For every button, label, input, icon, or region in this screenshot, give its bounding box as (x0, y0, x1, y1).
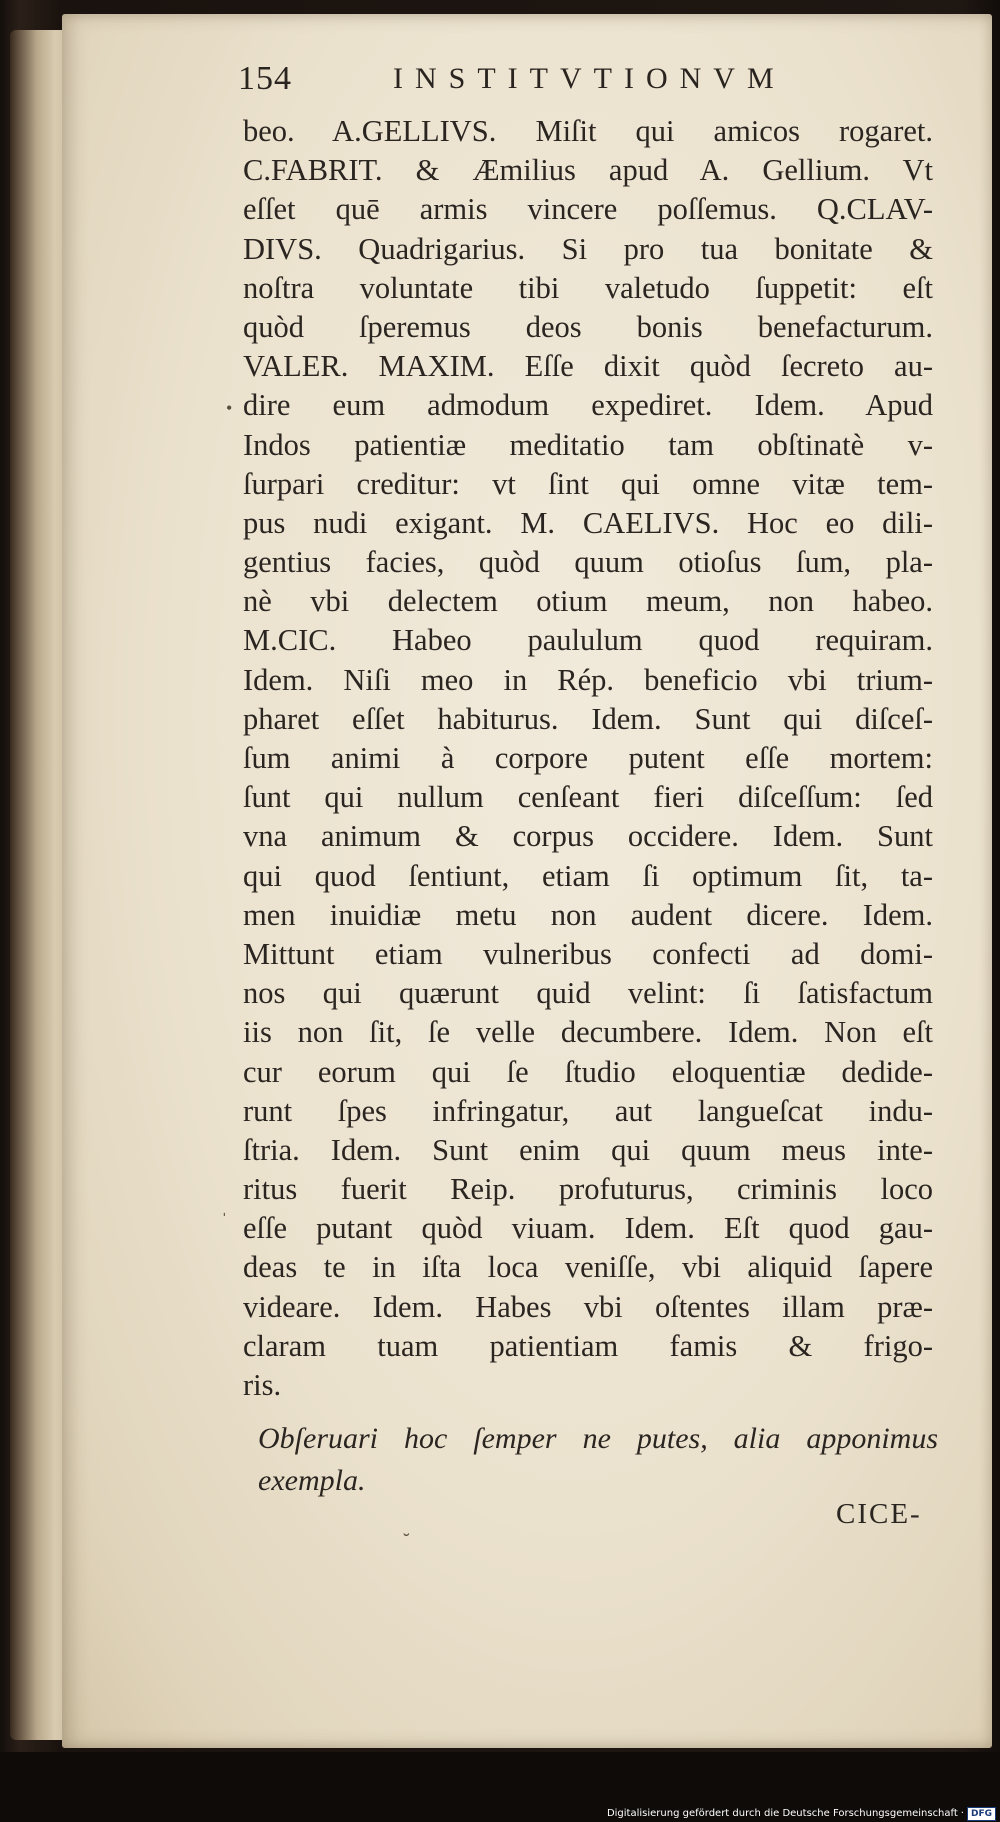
text-line: C.FABRIT. & Æmilius apud A. Gellium. Vt (243, 153, 933, 188)
digitization-credit (607, 1806, 996, 1822)
credit-text: Digitalisierung gefördert durch die Deutsche Forschungsgemeinschaft (606, 1808, 958, 1819)
text-line: claram tuam patientiam famis & frigo- (243, 1328, 933, 1363)
text-line: pharet eſſet habiturus. Idem. Sunt qui diſceſ- (243, 701, 933, 736)
text-line: dire eum admodum expediret. Idem. Apud (243, 388, 933, 423)
credit-separator: · (960, 1808, 964, 1819)
margin-dot: • (226, 398, 233, 418)
text-line: M.CIC. Habeo paululum quod requiram. (243, 623, 933, 658)
text-line: ſum animi à corpore putent eſſe mortem: (243, 741, 933, 775)
page-speck: ˘ (403, 1530, 410, 1552)
text-line: eſſe putant quòd viuam. Idem. Eſt quod gau- (243, 1211, 933, 1246)
text-line: Indos patientiæ meditatio tam obſtinatè v- (243, 427, 933, 462)
text-line: men inuidiæ metu non audent dicere. Idem. (243, 897, 933, 932)
text-line: ris. (243, 1368, 282, 1402)
text-line: vna animum & corpus occidere. Idem. Sunt (243, 819, 933, 854)
text-line: deas te in iſta loca veniſſe, vbi aliquid ſapere (243, 1250, 933, 1285)
running-head: INSTITVTIONVM (393, 62, 786, 95)
scan-bottom-band (0, 1752, 1000, 1806)
italic-line: Obſeruari hoc ſemper ne putes, alia apponimus (258, 1422, 938, 1455)
text-line: runt ſpes infringatur, aut langueſcat indu- (243, 1093, 933, 1128)
italic-note (258, 1418, 938, 1502)
text-line: nos qui quærunt quid velint: ſi ſatisfactum (243, 976, 933, 1011)
body-text (243, 112, 933, 1405)
text-line: pus nudi exigant. M. CAELIVS. Hoc eo dili- (243, 505, 933, 540)
text-line: nè vbi delectem otium meum, non habeo. (243, 584, 933, 619)
text-line: beo. A.GELLIVS. Miſit qui amicos rogaret. (243, 114, 933, 148)
book-edge (10, 30, 70, 1740)
text-line: eſſet quē armis vincere poſſemus. Q.CLAV- (243, 192, 933, 227)
page-number: 154 (238, 60, 292, 97)
italic-line: exempla. (258, 1464, 366, 1497)
text-line: ſurpari creditur: vt ſint qui omne vitæ tem- (243, 466, 933, 501)
catchword: CICE- (836, 1498, 922, 1530)
text-line: DIVS. Quadrigarius. Si pro tua bonitate & (243, 231, 933, 266)
text-line: Mittunt etiam vulneribus confecti ad domi- (243, 936, 933, 971)
text-line: noſtra voluntate tibi valetudo ſuppetit: eſt (243, 270, 933, 305)
text-line: ſunt qui nullum cenſeant fieri diſceſſum: ſed (243, 780, 933, 815)
text-line: VALER. MAXIM. Eſſe dixit quòd ſecreto au- (243, 349, 933, 384)
text-line: gentius facies, quòd quum otioſus ſum, pla- (243, 545, 933, 580)
text-line: quòd ſperemus deos bonis benefacturum. (243, 309, 933, 344)
page-header (238, 58, 938, 108)
text-line: cur eorum qui ſe ſtudio eloquentiæ dedide- (243, 1054, 933, 1089)
text-line: iis non ſit, ſe velle decumbere. Idem. Non eſt (243, 1015, 933, 1050)
text-line: ritus fuerit Reip. profuturus, criminis loco (243, 1172, 933, 1207)
dfg-logo: DFG (967, 1807, 996, 1821)
text-line: Idem. Niſi meo in Rép. beneficio vbi trium- (243, 662, 933, 697)
margin-mark: ˈ (221, 1210, 228, 1232)
text-line: qui quod ſentiunt, etiam ſi optimum ſit, ta- (243, 858, 933, 893)
text-line: ſtria. Idem. Sunt enim qui quum meus inte- (243, 1132, 933, 1167)
text-line: videare. Idem. Habes vbi oſtentes illam præ- (243, 1289, 933, 1324)
